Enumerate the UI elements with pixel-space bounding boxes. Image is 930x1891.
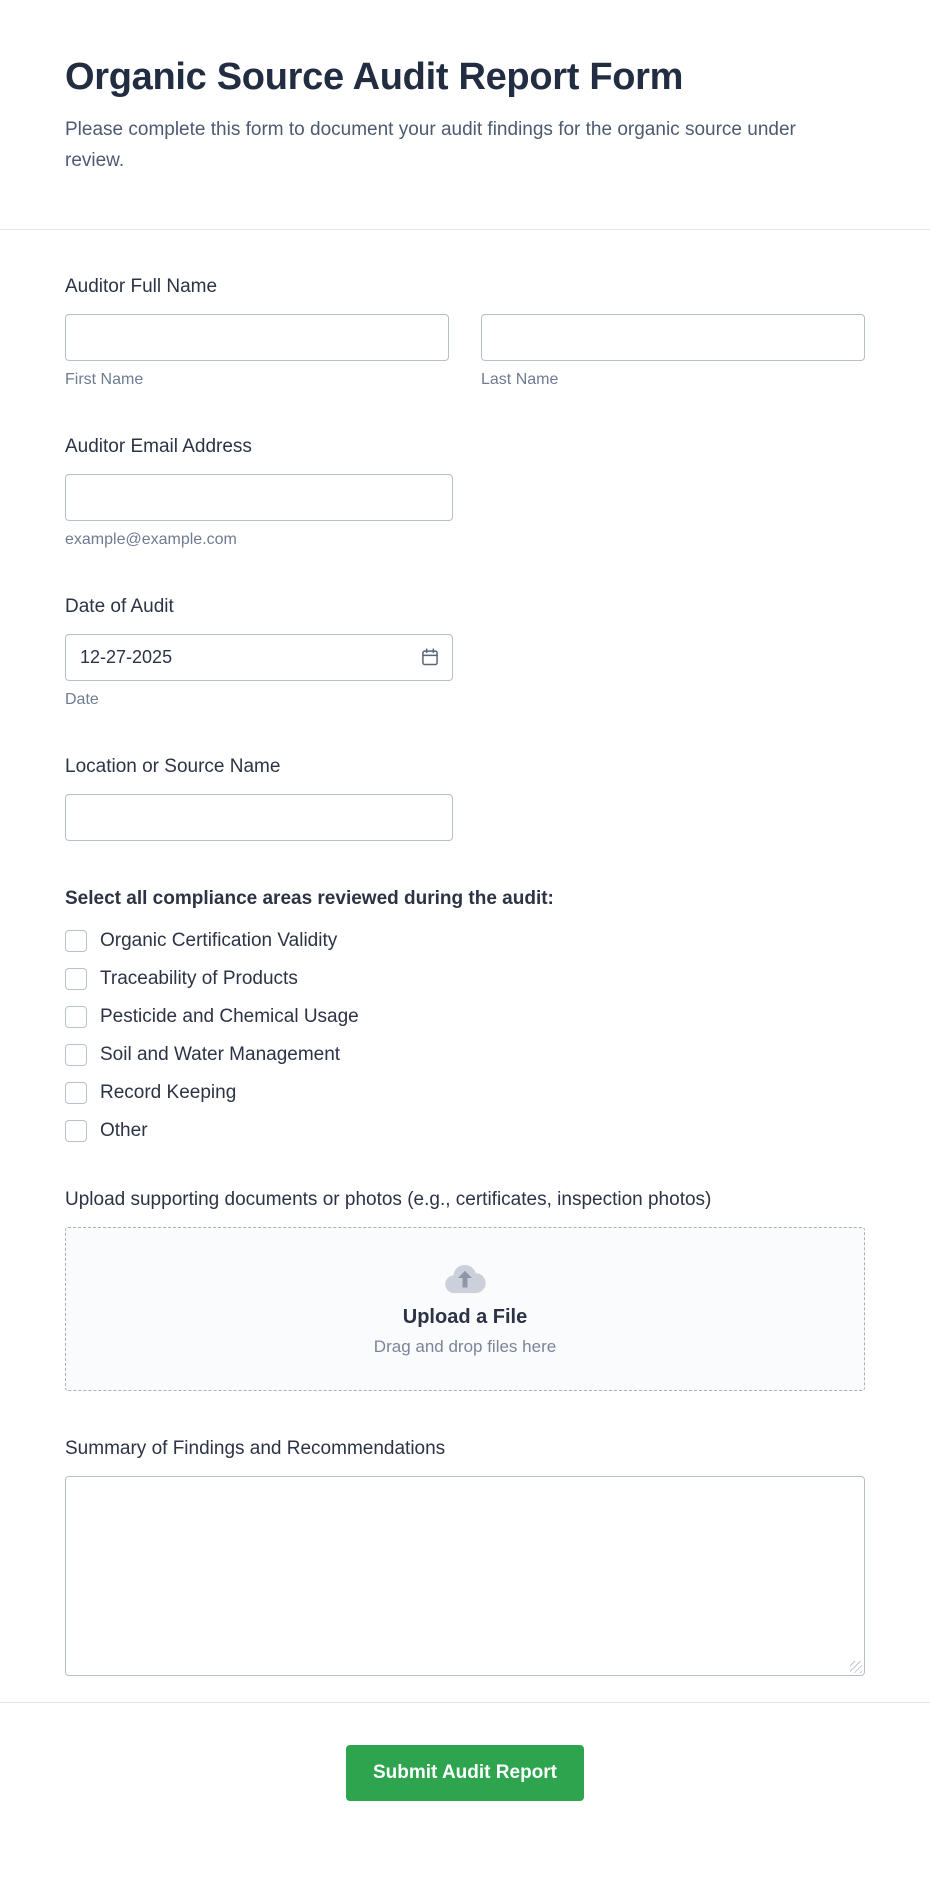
checkbox-label: Other — [100, 1119, 148, 1141]
upload-file-button[interactable]: Upload a File — [402, 1305, 528, 1328]
checkbox-organic-certification-validity[interactable] — [65, 930, 865, 952]
form-subtitle: Please complete this form to document your audit findings for the organic source under review. — [65, 119, 796, 171]
checkbox-icon[interactable] — [65, 1006, 87, 1028]
checkbox-label: Organic Certification Validity — [100, 929, 338, 951]
checkbox-label: Soil and Water Management — [100, 1043, 341, 1065]
checkbox-icon[interactable] — [65, 930, 87, 952]
checkbox-icon[interactable] — [65, 1082, 87, 1104]
location-input[interactable] — [65, 794, 453, 841]
date-label: Date of Audit — [65, 595, 174, 617]
field-compliance — [65, 888, 865, 1142]
form-header — [0, 0, 930, 229]
full-name-label: Auditor Full Name — [65, 275, 218, 297]
checkbox-soil-and-water-management[interactable] — [65, 1044, 865, 1066]
checkbox-icon[interactable] — [65, 968, 87, 990]
last-name-input[interactable] — [481, 314, 865, 361]
date-sublabel: Date — [65, 690, 99, 708]
summary-label: Summary of Findings and Recommendations — [65, 1437, 446, 1459]
email-sublabel: example@example.com — [65, 530, 237, 548]
first-name-sublabel: First Name — [65, 370, 144, 388]
field-upload — [65, 1189, 865, 1391]
checkbox-pesticide-and-chemical-usage[interactable] — [65, 1006, 865, 1028]
checkbox-traceability-of-products[interactable] — [65, 968, 865, 990]
field-date — [65, 596, 865, 709]
checkbox-label: Traceability of Products — [100, 967, 298, 989]
date-input[interactable] — [65, 634, 453, 681]
checkbox-label: Pesticide and Chemical Usage — [100, 1005, 359, 1027]
email-input[interactable] — [65, 474, 453, 521]
form-body — [0, 230, 930, 1702]
upload-hint: Drag and drop files here — [373, 1336, 557, 1356]
email-label: Auditor Email Address — [65, 435, 252, 457]
submit-section — [0, 1703, 930, 1857]
field-summary — [65, 1438, 865, 1676]
field-location — [65, 756, 865, 841]
checkbox-label: Record Keeping — [100, 1081, 237, 1103]
upload-label: Upload supporting documents or photos (e.g., certificates, inspection photos) — [65, 1188, 712, 1210]
page-title: Organic Source Audit Report Form — [65, 56, 684, 98]
file-upload-dropzone[interactable] — [65, 1227, 865, 1391]
submit-button[interactable]: Submit Audit Report — [346, 1745, 584, 1801]
first-name-input[interactable] — [65, 314, 449, 361]
cloud-upload-icon — [442, 1261, 488, 1300]
checkbox-icon[interactable] — [65, 1044, 87, 1066]
location-label: Location or Source Name — [65, 755, 281, 777]
compliance-label: Select all compliance areas reviewed during the audit: — [65, 887, 554, 909]
checkbox-other[interactable] — [65, 1120, 865, 1142]
field-email — [65, 436, 865, 549]
calendar-icon[interactable] — [419, 646, 441, 668]
field-full-name — [65, 276, 865, 389]
checkbox-record-keeping[interactable] — [65, 1082, 865, 1104]
last-name-sublabel: Last Name — [481, 370, 559, 388]
checkbox-icon[interactable] — [65, 1120, 87, 1142]
summary-textarea[interactable] — [65, 1476, 865, 1676]
